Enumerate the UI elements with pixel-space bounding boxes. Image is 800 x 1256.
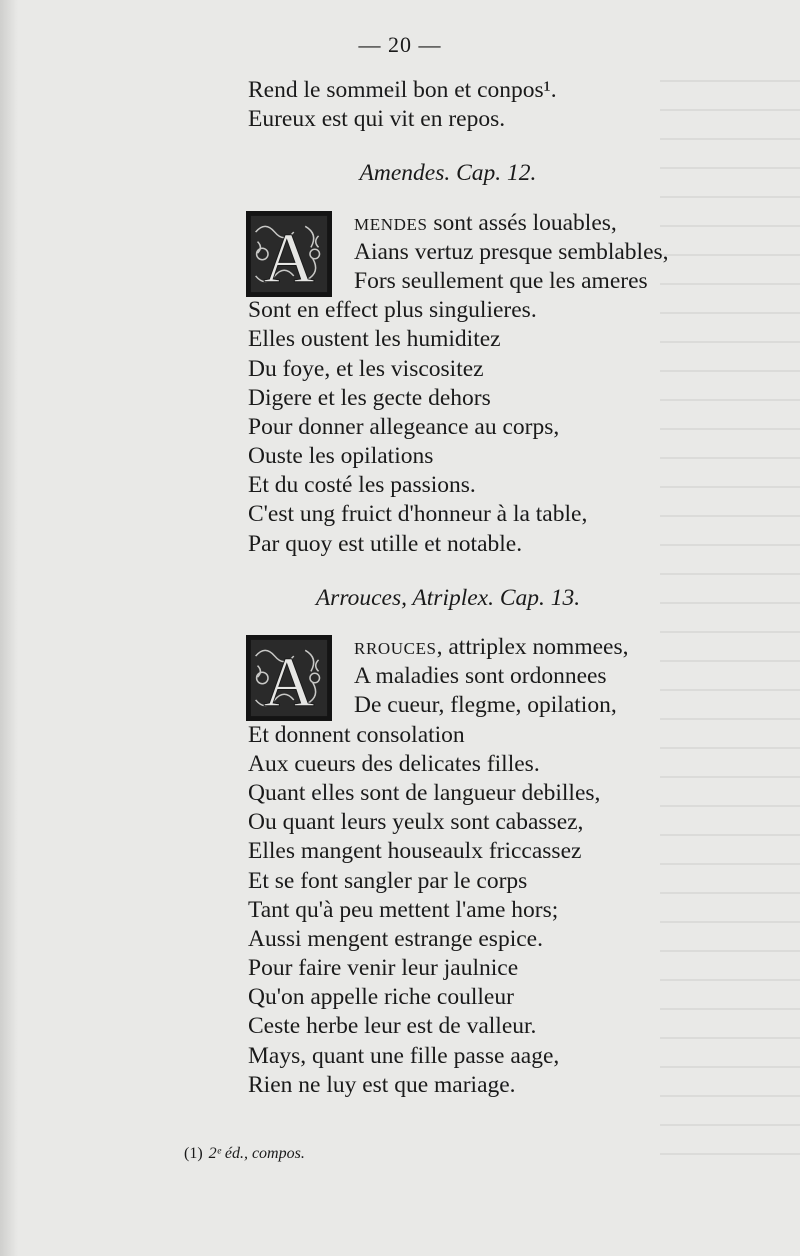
first-line-rest: sont assés louables, <box>427 209 617 236</box>
intro-line: Rend le sommeil bon et conpos¹. <box>248 77 557 103</box>
poem-line: Ouste les opilations <box>248 443 434 470</box>
poem-line: Pour faire venir leur jaulnice <box>248 955 519 982</box>
poem-line: A maladies sont ordonnees <box>354 663 607 690</box>
poem-line: C'est ung fruict d'honneur à la table, <box>248 501 588 528</box>
decorated-initial-icon <box>246 211 332 297</box>
poem-line: Mays, quant une fille passe aage, <box>248 1042 560 1069</box>
footnote-number: (1) <box>184 1145 203 1162</box>
poem-line: Aians vertuz presque semblables, <box>354 238 669 265</box>
poem-line: Elles mangent houseaulx friccassez <box>248 838 582 865</box>
poem-line: Et se font sangler par le corps <box>248 867 528 894</box>
poem-line: Aussi mengent estrange espice. <box>248 925 543 952</box>
poem-line: Ou quant leurs yeulx sont cabassez, <box>248 809 584 836</box>
intro-line: Eureux est qui vit en repos. <box>248 106 506 133</box>
section-heading: Arrouces, Atriplex. Cap. 13. <box>315 584 581 611</box>
poem-line: Sont en effect plus singulieres. <box>248 297 537 324</box>
first-word-rest: MENDES <box>354 214 428 234</box>
poem-line: Et du costé les passions. <box>248 472 476 499</box>
section-heading: Amendes. Cap. 12. <box>359 160 537 187</box>
section-amendes <box>248 209 768 559</box>
poem-line: Quant elles sont de langueur debilles, <box>248 779 601 806</box>
poem-line: Du foye, et les viscositez <box>248 355 484 382</box>
poem-line: Rien ne luy est que mariage. <box>248 1071 516 1098</box>
poem-line: Ceste herbe leur est de valleur. <box>248 1013 537 1040</box>
poem-line: Digere et les gecte dehors <box>248 384 491 411</box>
poem-line: Elles oustent les humiditez <box>248 326 501 353</box>
poem-line: Par quoy est utille et notable. <box>248 530 523 557</box>
poem-line: Fors seullement que les ameres <box>354 267 648 294</box>
section-arrouces <box>248 633 768 1100</box>
page-gutter-shadow <box>0 0 18 1256</box>
svg-text:A: A <box>263 643 315 719</box>
poem-line: Qu'on appelle riche coulleur <box>248 984 514 1011</box>
first-line-rest: , attriplex nommees, <box>436 634 629 660</box>
footnote-text: 2ᵉ éd., compos. <box>208 1145 305 1162</box>
decorated-initial-icon <box>246 635 332 721</box>
poem-line: De cueur, flegme, opilation, <box>354 692 617 719</box>
svg-text:A: A <box>263 219 315 295</box>
poem-line: Et donnent consolation <box>248 721 465 748</box>
page-number: — 20 — <box>358 32 442 57</box>
poem-line: Tant qu'à peu mettent l'ame hors; <box>248 896 559 923</box>
first-word-rest: RROUCES <box>354 639 437 658</box>
poem-line: Pour donner allegeance au corps, <box>248 413 560 440</box>
poem-body <box>248 76 768 1100</box>
poem-line: Aux cueurs des delicates filles. <box>248 750 540 777</box>
footnote <box>184 1145 305 1163</box>
